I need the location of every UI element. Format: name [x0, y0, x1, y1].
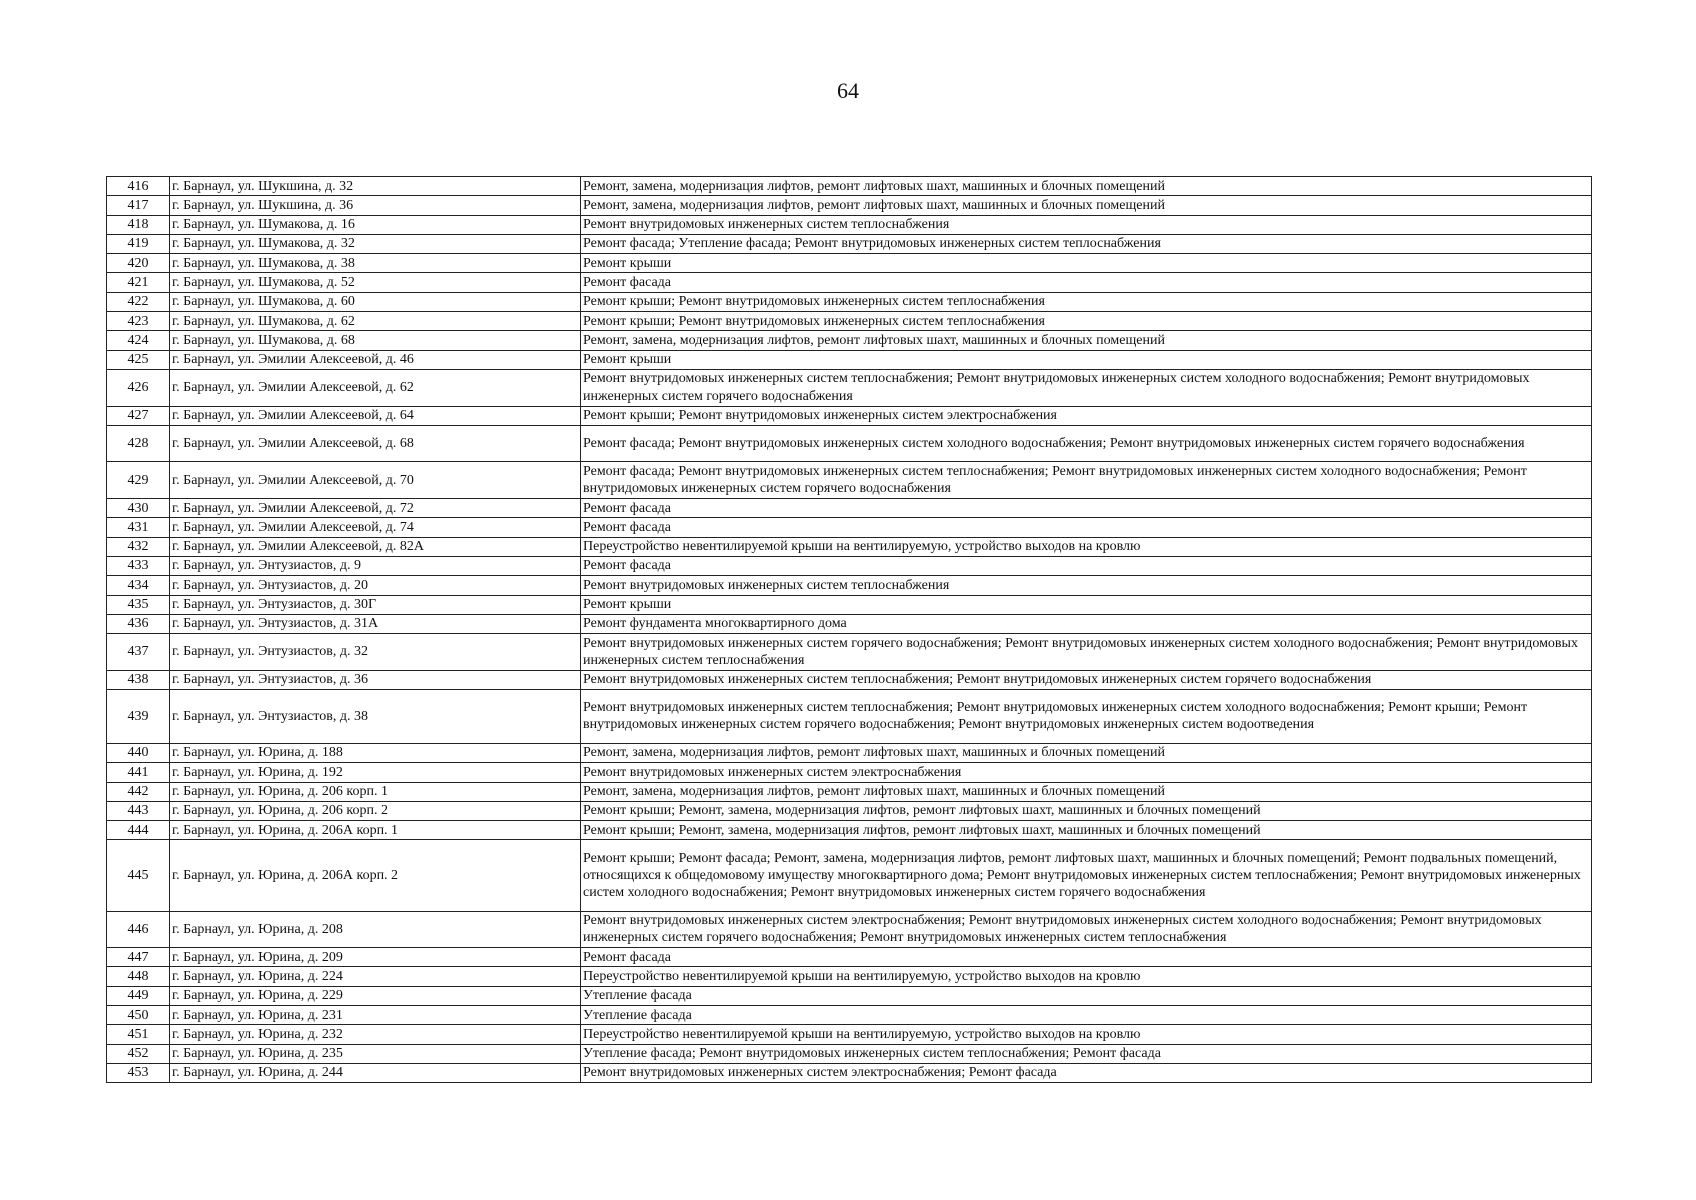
table-body: [107, 177, 1592, 1083]
table-row: [107, 801, 1592, 820]
row-number-cell: 444: [107, 821, 170, 840]
table-row: [107, 215, 1592, 234]
table-row: [107, 177, 1592, 196]
address-cell: г. Барнаул, ул. Юрина, д. 188: [170, 743, 581, 762]
table-row: [107, 1044, 1592, 1063]
address-cell: г. Барнаул, ул. Энтузиастов, д. 30Г: [170, 595, 581, 614]
address-cell: г. Барнаул, ул. Юрина, д. 231: [170, 1006, 581, 1025]
address-cell: г. Барнаул, ул. Юрина, д. 235: [170, 1044, 581, 1063]
table-row: [107, 821, 1592, 840]
work-type-cell: Ремонт внутридомовых инженерных систем электроснабжения: [581, 763, 1592, 782]
row-number-cell: 424: [107, 331, 170, 350]
row-number-cell: 420: [107, 254, 170, 273]
row-number-cell: 431: [107, 518, 170, 537]
table-row: [107, 292, 1592, 311]
work-type-cell: Переустройство невентилируемой крыши на вентилируемую, устройство выходов на кровлю: [581, 1025, 1592, 1044]
address-cell: г. Барнаул, ул. Юрина, д. 209: [170, 948, 581, 967]
table-row: [107, 234, 1592, 253]
table-row: [107, 911, 1592, 948]
address-cell: г. Барнаул, ул. Шумакова, д. 68: [170, 331, 581, 350]
table-row: [107, 782, 1592, 801]
address-cell: г. Барнаул, ул. Шумакова, д. 38: [170, 254, 581, 273]
work-type-cell: Ремонт крыши: [581, 254, 1592, 273]
work-type-cell: Ремонт крыши; Ремонт фасада; Ремонт, замена, модернизация лифтов, ремонт лифтовых шахт, машинных и блочных помещений; Ремонт подвальных помещений, относящихся к общедомовому имуществу многоквартирного дома; Ремонт внутридомовых инженерных систем теплоснабжения; Ремонт внутридомовых инженерных систем холодного водоснабжения; Ремонт внутридомовых инженерных систем горячего водоснабжения: [581, 840, 1592, 911]
row-number-cell: 430: [107, 499, 170, 518]
work-type-cell: Ремонт крыши; Ремонт внутридомовых инженерных систем теплоснабжения: [581, 312, 1592, 331]
row-number-cell: 423: [107, 312, 170, 331]
work-type-cell: Ремонт фундамента многоквартирного дома: [581, 614, 1592, 633]
row-number-cell: 441: [107, 763, 170, 782]
work-type-cell: Ремонт крыши; Ремонт внутридомовых инженерных систем электроснабжения: [581, 406, 1592, 425]
table-row: [107, 614, 1592, 633]
work-type-cell: Ремонт фасада; Ремонт внутридомовых инженерных систем теплоснабжения; Ремонт внутридомовых инженерных систем холодного водоснабжения; Ремонт внутридомовых инженерных систем горячего водоснабжения: [581, 462, 1592, 499]
work-type-cell: Ремонт внутридомовых инженерных систем электроснабжения; Ремонт фасада: [581, 1063, 1592, 1082]
work-type-cell: Ремонт крыши: [581, 595, 1592, 614]
work-type-cell: Ремонт фасада: [581, 518, 1592, 537]
work-type-cell: Ремонт, замена, модернизация лифтов, ремонт лифтовых шахт, машинных и блочных помещений: [581, 782, 1592, 801]
work-type-cell: Ремонт внутридомовых инженерных систем теплоснабжения; Ремонт внутридомовых инженерных систем холодного водоснабжения; Ремонт внутридомовых инженерных систем горячего водоснабжения: [581, 369, 1592, 406]
address-cell: г. Барнаул, ул. Шумакова, д. 60: [170, 292, 581, 311]
row-number-cell: 438: [107, 670, 170, 689]
table-row: [107, 462, 1592, 499]
address-cell: г. Барнаул, ул. Юрина, д. 206А корп. 1: [170, 821, 581, 840]
row-number-cell: 418: [107, 215, 170, 234]
address-cell: г. Барнаул, ул. Эмилии Алексеевой, д. 62: [170, 369, 581, 406]
row-number-cell: 447: [107, 948, 170, 967]
address-cell: г. Барнаул, ул. Эмилии Алексеевой, д. 68: [170, 425, 581, 462]
table-row: [107, 254, 1592, 273]
table-row: [107, 312, 1592, 331]
table-row: [107, 948, 1592, 967]
row-number-cell: 434: [107, 576, 170, 595]
address-cell: г. Барнаул, ул. Юрина, д. 208: [170, 911, 581, 948]
table-row: [107, 273, 1592, 292]
table-row: [107, 840, 1592, 911]
table-row: [107, 518, 1592, 537]
work-type-cell: Утепление фасада: [581, 986, 1592, 1005]
table-row: [107, 1063, 1592, 1082]
row-number-cell: 453: [107, 1063, 170, 1082]
table-row: [107, 350, 1592, 369]
row-number-cell: 428: [107, 425, 170, 462]
row-number-cell: 451: [107, 1025, 170, 1044]
row-number-cell: 436: [107, 614, 170, 633]
row-number-cell: 448: [107, 967, 170, 986]
row-number-cell: 437: [107, 634, 170, 671]
row-number-cell: 429: [107, 462, 170, 499]
work-type-cell: Ремонт внутридомовых инженерных систем теплоснабжения: [581, 576, 1592, 595]
work-type-cell: Ремонт фасада; Ремонт внутридомовых инженерных систем холодного водоснабжения; Ремонт внутридомовых инженерных систем горячего водоснабжения: [581, 425, 1592, 462]
row-number-cell: 416: [107, 177, 170, 196]
table-row: [107, 763, 1592, 782]
address-cell: г. Барнаул, ул. Эмилии Алексеевой, д. 82А: [170, 537, 581, 556]
address-cell: г. Барнаул, ул. Юрина, д. 206А корп. 2: [170, 840, 581, 911]
address-cell: г. Барнаул, ул. Юрина, д. 244: [170, 1063, 581, 1082]
table-row: [107, 986, 1592, 1005]
address-cell: г. Барнаул, ул. Юрина, д. 206 корп. 1: [170, 782, 581, 801]
work-type-cell: Ремонт, замена, модернизация лифтов, ремонт лифтовых шахт, машинных и блочных помещений: [581, 196, 1592, 215]
address-cell: г. Барнаул, ул. Шукшина, д. 36: [170, 196, 581, 215]
work-type-cell: Ремонт, замена, модернизация лифтов, ремонт лифтовых шахт, машинных и блочных помещений: [581, 177, 1592, 196]
table-row: [107, 634, 1592, 671]
address-cell: г. Барнаул, ул. Шумакова, д. 16: [170, 215, 581, 234]
table-row: [107, 537, 1592, 556]
row-number-cell: 432: [107, 537, 170, 556]
address-cell: г. Барнаул, ул. Эмилии Алексеевой, д. 70: [170, 462, 581, 499]
table-row: [107, 425, 1592, 462]
row-number-cell: 421: [107, 273, 170, 292]
row-number-cell: 439: [107, 690, 170, 744]
address-cell: г. Барнаул, ул. Эмилии Алексеевой, д. 64: [170, 406, 581, 425]
work-type-cell: Переустройство невентилируемой крыши на вентилируемую, устройство выходов на кровлю: [581, 537, 1592, 556]
work-type-cell: Ремонт внутридомовых инженерных систем горячего водоснабжения; Ремонт внутридомовых инженерных систем холодного водоснабжения; Ремонт внутридомовых инженерных систем теплоснабжения: [581, 634, 1592, 671]
work-type-cell: Ремонт, замена, модернизация лифтов, ремонт лифтовых шахт, машинных и блочных помещений: [581, 743, 1592, 762]
work-type-cell: Ремонт внутридомовых инженерных систем теплоснабжения: [581, 215, 1592, 234]
work-type-cell: Ремонт крыши; Ремонт, замена, модернизация лифтов, ремонт лифтовых шахт, машинных и блочных помещений: [581, 821, 1592, 840]
row-number-cell: 419: [107, 234, 170, 253]
table-row: [107, 743, 1592, 762]
table-row: [107, 576, 1592, 595]
table-row: [107, 499, 1592, 518]
table-row: [107, 1006, 1592, 1025]
row-number-cell: 445: [107, 840, 170, 911]
work-type-cell: Ремонт, замена, модернизация лифтов, ремонт лифтовых шахт, машинных и блочных помещений: [581, 331, 1592, 350]
table-row: [107, 556, 1592, 575]
page-number: 64: [837, 78, 859, 103]
work-type-cell: Ремонт крыши: [581, 350, 1592, 369]
address-cell: г. Барнаул, ул. Энтузиастов, д. 9: [170, 556, 581, 575]
address-cell: г. Барнаул, ул. Юрина, д. 192: [170, 763, 581, 782]
table-row: [107, 670, 1592, 689]
address-cell: г. Барнаул, ул. Энтузиастов, д. 36: [170, 670, 581, 689]
address-cell: г. Барнаул, ул. Шумакова, д. 62: [170, 312, 581, 331]
row-number-cell: 427: [107, 406, 170, 425]
address-cell: г. Барнаул, ул. Эмилии Алексеевой, д. 72: [170, 499, 581, 518]
address-cell: г. Барнаул, ул. Шукшина, д. 32: [170, 177, 581, 196]
row-number-cell: 450: [107, 1006, 170, 1025]
repair-table: [106, 176, 1592, 1083]
row-number-cell: 440: [107, 743, 170, 762]
address-cell: г. Барнаул, ул. Юрина, д. 232: [170, 1025, 581, 1044]
row-number-cell: 435: [107, 595, 170, 614]
row-number-cell: 452: [107, 1044, 170, 1063]
work-type-cell: Ремонт внутридомовых инженерных систем теплоснабжения; Ремонт внутридомовых инженерных систем холодного водоснабжения; Ремонт крыши; Ремонт внутридомовых инженерных систем горячего водоснабжения; Ремонт внутридомовых инженерных систем водоотведения: [581, 690, 1592, 744]
address-cell: г. Барнаул, ул. Шумакова, д. 52: [170, 273, 581, 292]
table-row: [107, 406, 1592, 425]
table-row: [107, 1025, 1592, 1044]
row-number-cell: 449: [107, 986, 170, 1005]
work-type-cell: Ремонт фасада: [581, 273, 1592, 292]
work-type-cell: Ремонт внутридомовых инженерных систем электроснабжения; Ремонт внутридомовых инженерных систем холодного водоснабжения; Ремонт внутридомовых инженерных систем горячего водоснабжения; Ремонт внутридомовых инженерных систем теплоснабжения: [581, 911, 1592, 948]
table-row: [107, 967, 1592, 986]
row-number-cell: 426: [107, 369, 170, 406]
row-number-cell: 425: [107, 350, 170, 369]
address-cell: г. Барнаул, ул. Шумакова, д. 32: [170, 234, 581, 253]
work-type-cell: Утепление фасада: [581, 1006, 1592, 1025]
address-cell: г. Барнаул, ул. Энтузиастов, д. 38: [170, 690, 581, 744]
work-type-cell: Утепление фасада; Ремонт внутридомовых инженерных систем теплоснабжения; Ремонт фасада: [581, 1044, 1592, 1063]
address-cell: г. Барнаул, ул. Энтузиастов, д. 20: [170, 576, 581, 595]
work-type-cell: Ремонт фасада: [581, 556, 1592, 575]
work-type-cell: Ремонт внутридомовых инженерных систем теплоснабжения; Ремонт внутридомовых инженерных систем горячего водоснабжения: [581, 670, 1592, 689]
table-row: [107, 690, 1592, 744]
address-cell: г. Барнаул, ул. Энтузиастов, д. 32: [170, 634, 581, 671]
row-number-cell: 446: [107, 911, 170, 948]
work-type-cell: Ремонт крыши; Ремонт внутридомовых инженерных систем теплоснабжения: [581, 292, 1592, 311]
address-cell: г. Барнаул, ул. Эмилии Алексеевой, д. 46: [170, 350, 581, 369]
address-cell: г. Барнаул, ул. Энтузиастов, д. 31А: [170, 614, 581, 633]
address-cell: г. Барнаул, ул. Юрина, д. 229: [170, 986, 581, 1005]
table-row: [107, 196, 1592, 215]
work-type-cell: Ремонт фасада: [581, 948, 1592, 967]
work-type-cell: Ремонт крыши; Ремонт, замена, модернизация лифтов, ремонт лифтовых шахт, машинных и блочных помещений: [581, 801, 1592, 820]
table-row: [107, 331, 1592, 350]
address-cell: г. Барнаул, ул. Юрина, д. 224: [170, 967, 581, 986]
row-number-cell: 422: [107, 292, 170, 311]
work-type-cell: Ремонт фасада: [581, 499, 1592, 518]
repair-table-container: [106, 176, 1592, 1083]
address-cell: г. Барнаул, ул. Эмилии Алексеевой, д. 74: [170, 518, 581, 537]
work-type-cell: Ремонт фасада; Утепление фасада; Ремонт внутридомовых инженерных систем теплоснабжения: [581, 234, 1592, 253]
table-row: [107, 595, 1592, 614]
row-number-cell: 417: [107, 196, 170, 215]
row-number-cell: 442: [107, 782, 170, 801]
address-cell: г. Барнаул, ул. Юрина, д. 206 корп. 2: [170, 801, 581, 820]
row-number-cell: 443: [107, 801, 170, 820]
table-row: [107, 369, 1592, 406]
row-number-cell: 433: [107, 556, 170, 575]
work-type-cell: Переустройство невентилируемой крыши на вентилируемую, устройство выходов на кровлю: [581, 967, 1592, 986]
